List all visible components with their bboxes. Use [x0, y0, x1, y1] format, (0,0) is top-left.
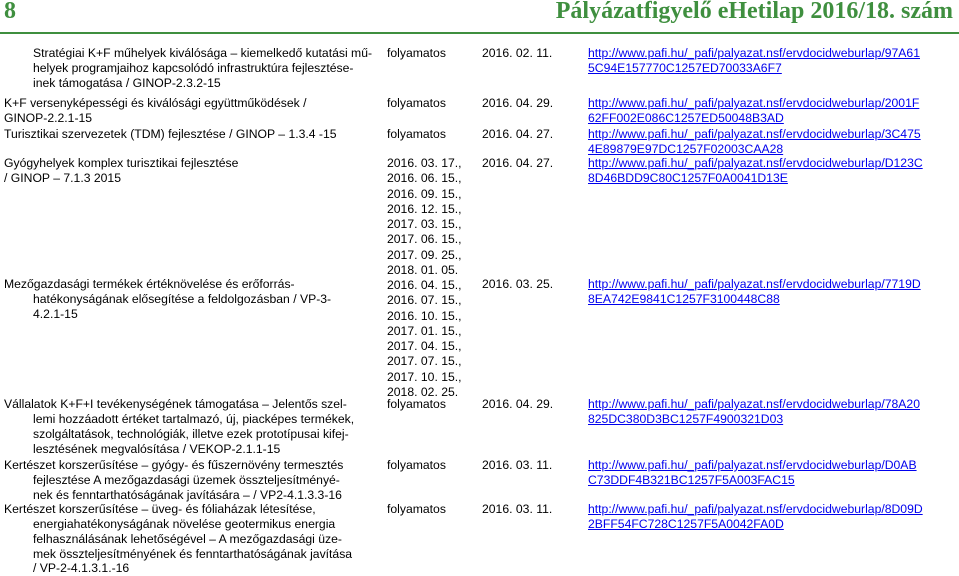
row-status: folyamatos	[387, 502, 446, 516]
row-description: mek összteljesítményének és fenntarthatóságának javítása	[33, 547, 353, 561]
row-description: / GINOP – 7.1.3 2015	[4, 171, 121, 185]
row-description: hatékonyságának elősegítése a feldolgozásban / VP-3-	[33, 292, 332, 306]
row-date: 2016. 03. 25.	[482, 277, 554, 291]
deadline-date: 2017. 04. 15.,	[387, 339, 462, 354]
row-date: 2016. 03. 11.	[482, 502, 553, 516]
deadline-date: 2017. 03. 15.,	[387, 217, 462, 232]
deadline-date: 2016. 06. 15.,	[387, 171, 462, 186]
row-status: folyamatos	[387, 458, 446, 472]
row-link[interactable]: http://www.pafi.hu/_pafi/palyazat.nsf/ervdocidweburlap/7719D	[588, 277, 921, 291]
row-description: / VP-2-4.1.3.1.-16	[33, 561, 130, 575]
deadline-date: 2017. 09. 25.,	[387, 247, 462, 262]
row-link[interactable]: http://www.pafi.hu/_pafi/palyazat.nsf/ervdocidweburlap/8D09D	[588, 502, 923, 516]
row-date: 2016. 02. 11.	[482, 46, 553, 60]
deadline-date: 2017. 07. 15.,	[387, 354, 462, 369]
row-description: lemi hozzáadott értéket tartalmazó, új, piacképes termékek,	[33, 412, 355, 426]
row-date: 2016. 03. 11.	[482, 458, 553, 472]
row-description: Turisztikai szervezetek (TDM) fejlesztése / GINOP – 1.3.4 -15	[4, 127, 337, 141]
row-description: lesztésének megvalósítása / VEKOP-2.1.1-15	[33, 442, 281, 456]
page-title: Pályázatfigyelő eHetilap 2016/18. szám	[555, 0, 953, 24]
row-link[interactable]: 62FF002E086C1257ED50048B3AD	[588, 111, 784, 125]
row-link[interactable]: 2BFF54FC728C1257F5A0042FA0D	[588, 517, 784, 531]
row-status: folyamatos	[387, 127, 446, 141]
row-date: 2016. 04. 29.	[482, 96, 554, 110]
row-status: folyamatos	[387, 96, 446, 110]
row-date: 2016. 04. 29.	[482, 397, 554, 411]
deadline-date: 2018. 01. 05.	[387, 263, 459, 278]
deadline-date: 2018. 02. 25.	[387, 385, 459, 400]
deadline-date: 2016. 12. 15.,	[387, 201, 462, 216]
row-description: Mezőgazdasági termékek értéknövelése és erőforrás-	[4, 277, 295, 291]
row-description: GINOP-2.2.1-15	[4, 111, 93, 125]
row-description: inek támogatása / GINOP-2.3.2-15	[33, 76, 221, 90]
deadline-date: 2017. 10. 15.,	[387, 369, 462, 384]
row-status: folyamatos	[387, 397, 446, 411]
row-description: Kertészet korszerűsítése – üveg- és fóliaházak létesítése,	[4, 502, 316, 516]
deadline-date: 2016. 04. 15.,	[387, 278, 462, 292]
header-divider	[0, 32, 959, 34]
row-link[interactable]: http://www.pafi.hu/_pafi/palyazat.nsf/ervdocidweburlap/97A61	[588, 46, 920, 60]
row-link[interactable]: C73DDF4B321BC1257F5A003FAC15	[588, 473, 795, 487]
row-description: Vállalatok K+F+I tevékenységének támogatása – Jelentős szel-	[4, 397, 347, 411]
row-description: Gyógyhelyek komplex turisztikai fejlesztése	[4, 156, 239, 170]
row-description: szolgáltatások, technológiák, illetve ezek prototípusai kifej-	[33, 427, 349, 441]
row-link[interactable]: http://www.pafi.hu/_pafi/palyazat.nsf/ervdocidweburlap/D123C	[588, 156, 923, 170]
deadline-list	[387, 278, 462, 400]
row-description: Kertészet korszerűsítése – gyógy- és fűszernövény termesztés	[4, 458, 344, 472]
row-link[interactable]: http://www.pafi.hu/_pafi/palyazat.nsf/ervdocidweburlap/3C475	[588, 127, 921, 141]
row-link[interactable]: http://www.pafi.hu/_pafi/palyazat.nsf/ervdocidweburlap/2001F	[588, 96, 920, 110]
page-number: 8	[4, 0, 16, 24]
row-link[interactable]: 825DC380D3BC1257F4900321D03	[588, 412, 784, 426]
row-link[interactable]: 8EA742E9841C1257F3100448C88	[588, 292, 780, 306]
row-description: K+F versenyképességi és kiválósági együttműködések /	[4, 96, 307, 110]
deadline-date: 2017. 01. 15.,	[387, 323, 462, 338]
row-description: Stratégiai K+F műhelyek kiválósága – kiemelkedő kutatási mű-	[33, 46, 373, 60]
row-description: 4.2.1-15	[33, 307, 78, 321]
row-description: nek és fenntarthatóságának javítására – / VP2-4.1.3.3-16	[33, 488, 342, 502]
deadline-date: 2017. 06. 15.,	[387, 232, 462, 247]
row-link[interactable]: http://www.pafi.hu/_pafi/palyazat.nsf/ervdocidweburlap/78A20	[588, 397, 920, 411]
page-header	[0, 0, 959, 30]
row-description: fejlesztése A mezőgazdasági üzemek összteljesítményé-	[33, 473, 340, 487]
row-link[interactable]: 4E89879E97DC1257F02003CAA28	[588, 142, 784, 156]
row-description: helyek programjaihoz kapcsolódó infrastruktúra fejlesztése-	[33, 61, 354, 75]
row-link[interactable]: 8D46BDD9C80C1257F0A0041D13E	[588, 171, 788, 185]
row-description: energiahatékonyságának növelése geotermikus energia	[33, 517, 336, 531]
row-link[interactable]: http://www.pafi.hu/_pafi/palyazat.nsf/ervdocidweburlap/D0AB	[588, 458, 917, 472]
deadline-date: 2016. 10. 15.,	[387, 308, 462, 323]
deadline-date: 2016. 09. 15.,	[387, 186, 462, 201]
row-date: 2016. 04. 27.	[482, 127, 554, 141]
row-link[interactable]: 5C94E157770C1257ED70033A6F7	[588, 61, 782, 75]
row-status: folyamatos	[387, 46, 446, 60]
row-description: felhasználásának lehetőségével – A mezőgazdasági üze-	[33, 532, 342, 546]
deadline-date: 2016. 03. 17.,	[387, 156, 462, 170]
deadline-date: 2016. 07. 15.,	[387, 293, 462, 308]
row-date: 2016. 04. 27.	[482, 156, 554, 170]
deadline-list	[387, 156, 462, 278]
